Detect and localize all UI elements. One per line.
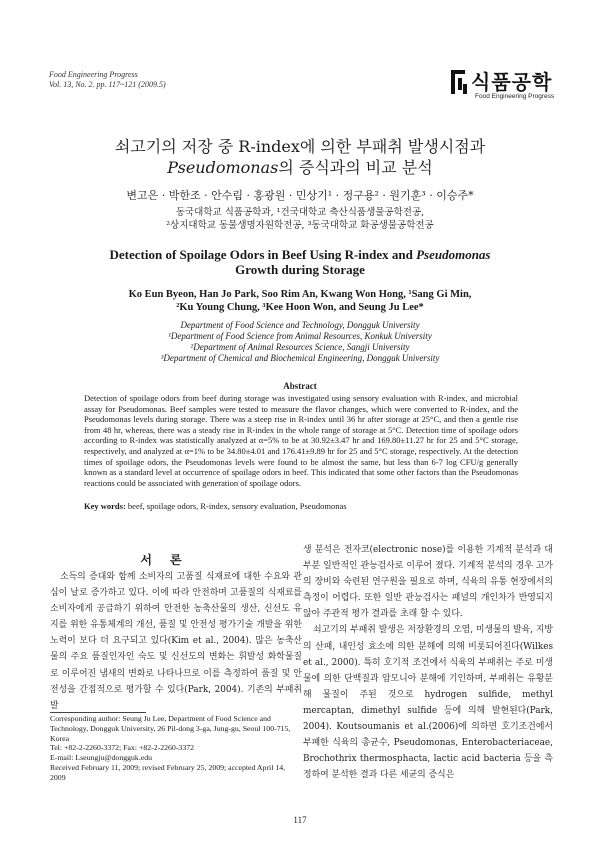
korean-affiliation-line1: 동국대학교 식품공학과, ¹건국대학교 축산식품생물공학전공, — [175, 207, 425, 218]
page-number: 117 — [293, 815, 307, 825]
english-affiliation-3: ²Department of Animal Resources Science, Sangji University — [190, 342, 410, 352]
keywords-label: Key words: — [84, 501, 126, 511]
footnote-received: Received February 11, 2009; revised February 25, 2009; accepted April 14, 2009 — [50, 762, 286, 782]
journal-name: Food Engineering Progress — [49, 70, 138, 79]
logo-main-text: 식품공학 — [471, 70, 553, 94]
corresponding-author-footnote — [50, 714, 296, 783]
intro-right-paragraph-1: 생 분석은 전자코(electronic nose)를 이용한 기계적 분석과 대부분 일반적인 관능검사로 이루어 졌다. 기계적 분석의 경우 고가의 장비와 숙련된 연구원을 필요로 하며, 식육의 유통 현장에서의 측정이 어렵다. 또한 일반 관능검사는 패널의 개인차가 반영되지 않아 주관적 평가 결과를 초래 할 수 있다. — [303, 545, 553, 620]
english-title-line2: Growth during Storage — [235, 262, 365, 277]
english-affiliation-4: ³Department of Chemical and Biochemical Engineering, Dongguk University — [160, 353, 440, 363]
journal-volume: Vol. 13, No. 2. pp. 117~121 (2009.5) — [49, 80, 166, 89]
footnote-phone: Tel: +82-2-2260-3372; Fax: +82-2-2260-3372 — [50, 743, 195, 753]
section-heading-introduction: 서론 — [140, 553, 200, 567]
logo-sub-text: Food Engineering Progress — [475, 93, 555, 100]
abstract-body: Detection of spoilage odors from beef during storage was investigated using sensory evaluation with R-index, and microbial assay for Pseudomonas. Beef samples were tested to measure the flavor changes, which were converted to R-index, and the Pseudomonas levels during storage. There was a steep rise in R-index until 36 hr after storage at 25°C, and then a gentle rise from 48 hr, whereas, there was a steady rise in R-index in the whole range of storage at 5°C. Detection time of spoilage odors according to R-index was statistically analyzed at α=5% to be at 30.92±3.47 hr and 169.80±11.27 hr for 25 and 5°C storage, respectively, and analyzed at α=1% to be 34.80±4.01 and 176.41±9.89 hr for 25 and 5°C storage, respectively. At the detection times of spoilage odors, the Pseudomonas levels were found to be almost the same, but less than 6-7 log CFU/g generally known as a standard level at occurrence of spoilage odors in beef. This indicated that some other factors than the Pseudomonas reactions could be associated with generation of spoilage odors. — [84, 393, 518, 488]
journal-header — [49, 70, 166, 90]
english-title-line1: Detection of Spoilage Odors in Beef Using R-index and Pseudomonas — [109, 247, 491, 262]
english-authors-line1: Ko Eun Byeon, Han Jo Park, Soo Rim An, Kwang Won Hong, ¹Sang Gi Min, — [128, 289, 472, 300]
english-affiliation-1: Department of Food Science and Technology, Dongguk University — [180, 320, 420, 330]
korean-affiliation-line2: ²상지대학교 동물생명자원학전공, ³동국대학교 화공생물공학전공 — [166, 220, 434, 231]
abstract-heading: Abstract — [283, 381, 317, 391]
intro-right-column — [303, 542, 553, 783]
korean-title-line2: Pseudomonas의 증식과의 비교 분석 — [167, 158, 433, 177]
korean-authors: 변고은 · 박한조 · 안수림 · 홍광원 · 민상기¹ · 정구용² · 원기훈³ · 이승주* — [126, 189, 474, 202]
english-authors-line2: ²Ku Young Chung, ³Kee Hoon Won, and Seung Ju Lee* — [176, 302, 424, 313]
intro-left-column: 소득의 증대와 함께 소비자의 고품질 식재료에 대한 수요와 관심이 날로 증가하고 있다. 이에 따라 안전하며 고품질의 식재료를 소비자에게 공급하기 위하여 안전한 농축산물의 생산, 신선도 유지를 위한 유통체계의 개선, 품질 및 안전성 평가기술 개발을 위한 노력이 보다 더 요구되고 있다(Kim et al., 2004). 많은 농축산물의 주요 품질인자인 숙도 및 신선도의 변화는 휘발성 화학물질로 이루어진 냄새의 변화로 나타나므로 이를 측정하여 품질 및 안전성을 간접적으로 평가할 수 있다(Park, 2004). 기존의 부패취 발 — [50, 572, 302, 711]
intro-right-paragraph-2: 쇠고기의 부패취 발생은 저장환경의 오염, 미생물의 발육, 지방의 산패, 내인성 효소에 의한 분해에 의해 비롯되어진다(Wilkes et al., 2000). 특히 호기적 조건에서 식육의 부패취는 주로 미생물에 의한 단백질과 암모니아 분해에 기인하며, 부패취는 유황분해 물질이 주된 것으로 hydrogen sulfide, methyl mercaptan, dimethyl sulfide 등에 의해 발현된다(Park, 2004). Koutsoumanis et al.(2006)에 의하면 호기조건에서 부패한 식육의 총균수, Pseudomonas, Enterobacteriaceae, Brochothrix thermosphacta, lactic acid bacteria 등을 측정하여 분석한 결과 다른 세균의 증식은 — [303, 625, 553, 781]
journal-logo — [449, 66, 561, 108]
keywords-list: beef, spoilage odors, R-index, sensory evaluation, Pseudomonas — [127, 501, 347, 511]
footnote-email: E-mail: Lseungju@dongguk.edu — [50, 753, 153, 763]
footnote-author: Corresponding author: Seung Ju Lee, Department of Food Science and Technology, Dongguk University, 26 Pil-dong 3-ga, Jung-gu, Seoul 100-715, Korea — [50, 714, 291, 743]
keywords — [84, 501, 518, 512]
footnote-rule — [50, 712, 146, 713]
korean-title-line1: 쇠고기의 저장 중 R-index에 의한 부패취 발생시점과 — [114, 137, 486, 156]
logo-mark-icon — [449, 68, 469, 96]
english-affiliation-2: ¹Department of Food Science from Animal Resources, Konkuk University — [168, 331, 432, 341]
